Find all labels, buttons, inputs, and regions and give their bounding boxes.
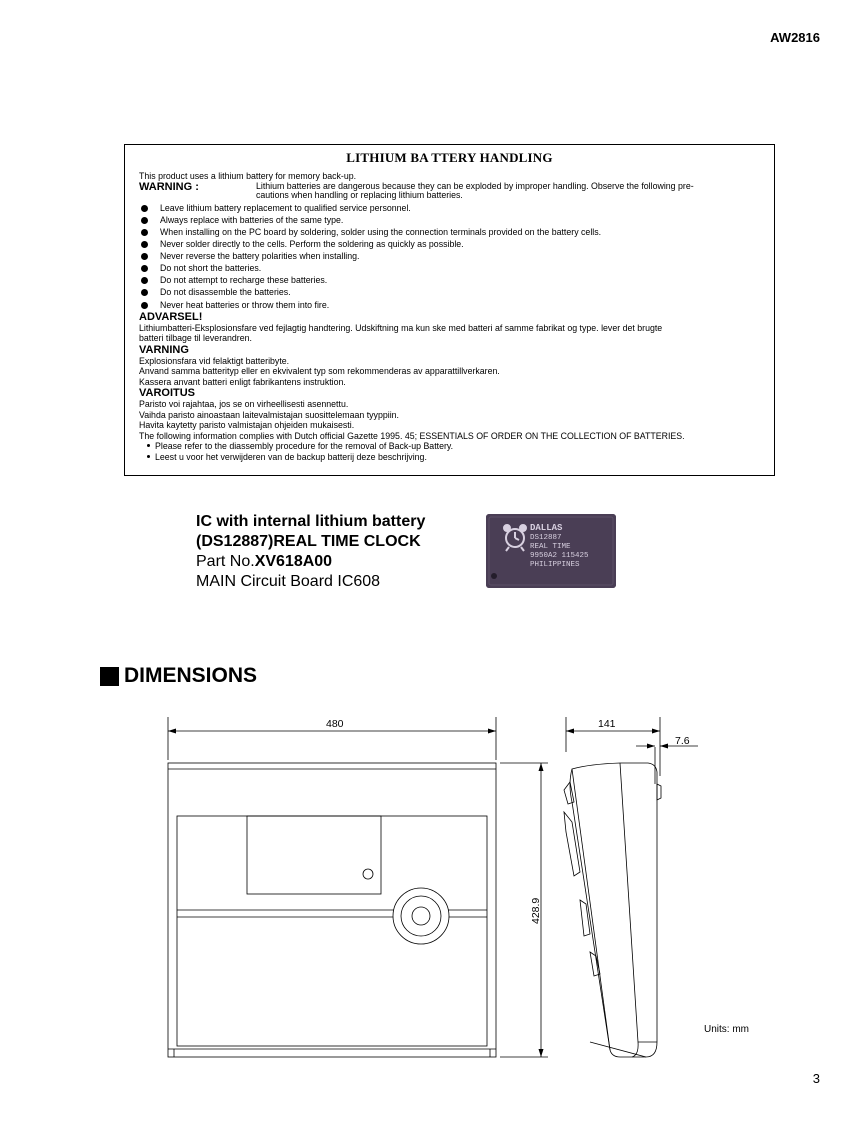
- lithium-battery-notice: [124, 144, 775, 476]
- bullet-text: When installing on the PC board by soldering, solder using the connection terminals provided on the battery cells.: [160, 226, 602, 237]
- list-item: [139, 286, 760, 298]
- bullet-icon: [147, 455, 150, 458]
- height-dimension: [500, 763, 548, 1057]
- ic-info: [196, 512, 425, 592]
- list-item: [139, 250, 760, 262]
- bullet-text: Never reverse the battery polarities when installing.: [160, 251, 360, 262]
- varning-text: Anvand samma batterityp eller en ekvivalent typ som rekommenderas av apparattillverkaren.: [139, 366, 500, 377]
- bullet-text: Never heat batteries or throw them into fire.: [160, 299, 330, 310]
- list-item: [139, 274, 760, 286]
- chip-model: DS12887: [530, 534, 562, 542]
- chip-code: 9950A2 115425: [530, 552, 589, 560]
- advarsel-heading: ADVARSEL!: [139, 310, 203, 323]
- warning-text: [256, 182, 760, 201]
- warning-text-line: cautions when handling or replacing lithium batteries.: [256, 190, 463, 201]
- advarsel-text: batteri tilbage til leverandren.: [139, 333, 252, 344]
- bullet-icon: [141, 217, 148, 224]
- page-number: 3: [812, 1071, 820, 1086]
- offset-label: 7.6: [675, 735, 690, 747]
- heading-square-icon: [100, 667, 119, 686]
- chip-origin: PHILIPPINES: [530, 561, 580, 569]
- bullet-icon: [141, 229, 148, 236]
- list-item: [139, 226, 760, 238]
- varning-text: Explosionsfara vid felaktigt batteribyte.: [139, 355, 290, 366]
- bullet-text: Do not disassemble the batteries.: [160, 287, 291, 298]
- depth-label: 141: [598, 718, 616, 730]
- lithium-intro: This product uses a lithium battery for memory back-up.: [139, 171, 357, 181]
- bullet-icon: [141, 265, 148, 272]
- varning-text: Kassera anvant batteri enligt fabrikantens instruktion.: [139, 376, 346, 387]
- bullet-icon: [141, 241, 148, 248]
- part-number-value: XV618A00: [254, 553, 333, 570]
- note-text: Please refer to the diassembly procedure for the removal of Back-up Battery.: [155, 441, 454, 452]
- ic-chip-photo: [486, 514, 616, 588]
- bullet-icon: [147, 444, 150, 447]
- list-item: [139, 214, 760, 226]
- bullet-icon: [141, 302, 148, 309]
- pin1-dot-icon: [491, 573, 497, 579]
- dutch-info: The following information complies with Dutch official Gazette 1995. 45; ESSENTIALS OF ORDER ON THE COLLECTION OF BATTERIES.: [139, 430, 685, 441]
- warning-label: WARNING :: [139, 180, 199, 193]
- note-item: [139, 441, 760, 452]
- bullet-icon: [141, 253, 148, 260]
- varoitus-text: Vaihda paristo ainoastaan laitevalmistajan suosittelemaan tyyppiin.: [139, 409, 399, 420]
- part-label: Part No.: [196, 553, 255, 570]
- bullet-text: Leave lithium battery replacement to qualified service personnel.: [160, 202, 411, 213]
- dimension-drawing: [150, 712, 710, 1062]
- front-view: [168, 717, 496, 1057]
- note-text: Leest u voor het verwijderen van de backup batterij deze beschrijving.: [155, 451, 427, 462]
- model-number: AW2816: [770, 30, 820, 45]
- bullet-icon: [141, 289, 148, 296]
- dimensions-heading: [100, 664, 257, 688]
- lithium-title: LITHIUM BA TTERY HANDLING: [346, 150, 553, 165]
- bullet-icon: [141, 205, 148, 212]
- ic-location: MAIN Circuit Board IC608: [196, 573, 381, 590]
- ic-line-1: IC with internal lithium battery: [196, 513, 426, 530]
- dimensions-title: DIMENSIONS: [124, 664, 258, 687]
- bullet-text: Do not attempt to recharge these batteries.: [160, 275, 328, 286]
- chip-function: REAL TIME: [530, 543, 571, 551]
- units-label: Units: mm: [704, 1024, 749, 1035]
- list-item: [139, 262, 760, 274]
- varoitus-heading: VAROITUS: [139, 387, 196, 400]
- bullet-text: Always replace with batteries of the same type.: [160, 214, 344, 225]
- ic-line-2: (DS12887)REAL TIME CLOCK: [196, 533, 421, 550]
- list-item: [139, 202, 760, 214]
- width-label: 480: [326, 718, 344, 730]
- list-item: [139, 299, 760, 311]
- bullet-text: Do not short the batteries.: [160, 263, 262, 274]
- chip-brand: DALLAS: [530, 523, 563, 533]
- varoitus-text: Havita kaytetty paristo valmistajan ohjeiden mukaisesti.: [139, 420, 355, 431]
- bullet-icon: [141, 277, 148, 284]
- ic-part-number: [196, 552, 425, 572]
- warning-row: [139, 182, 760, 201]
- list-item: [139, 238, 760, 250]
- warning-text-line: Lithium batteries are dangerous because they can be exploded by improper handling. Observe the following pre-: [256, 180, 694, 191]
- note-item: [139, 452, 760, 463]
- side-view: [564, 717, 698, 1057]
- advarsel-text: Lithiumbatteri-Eksplosionsfare ved fejlagtig handtering. Udskiftning ma kun ske med batteri af samme fabrikat og type. lever det brugte: [139, 322, 663, 333]
- height-label: 428.9: [530, 897, 542, 924]
- bullet-text: Never solder directly to the cells. Perform the soldering as quickly as possible.: [160, 239, 464, 250]
- varoitus-text: Paristo voi rajahtaa, jos se on virheellisesti asennettu.: [139, 399, 349, 410]
- precaution-list: [139, 202, 760, 311]
- varning-heading: VARNING: [139, 343, 189, 356]
